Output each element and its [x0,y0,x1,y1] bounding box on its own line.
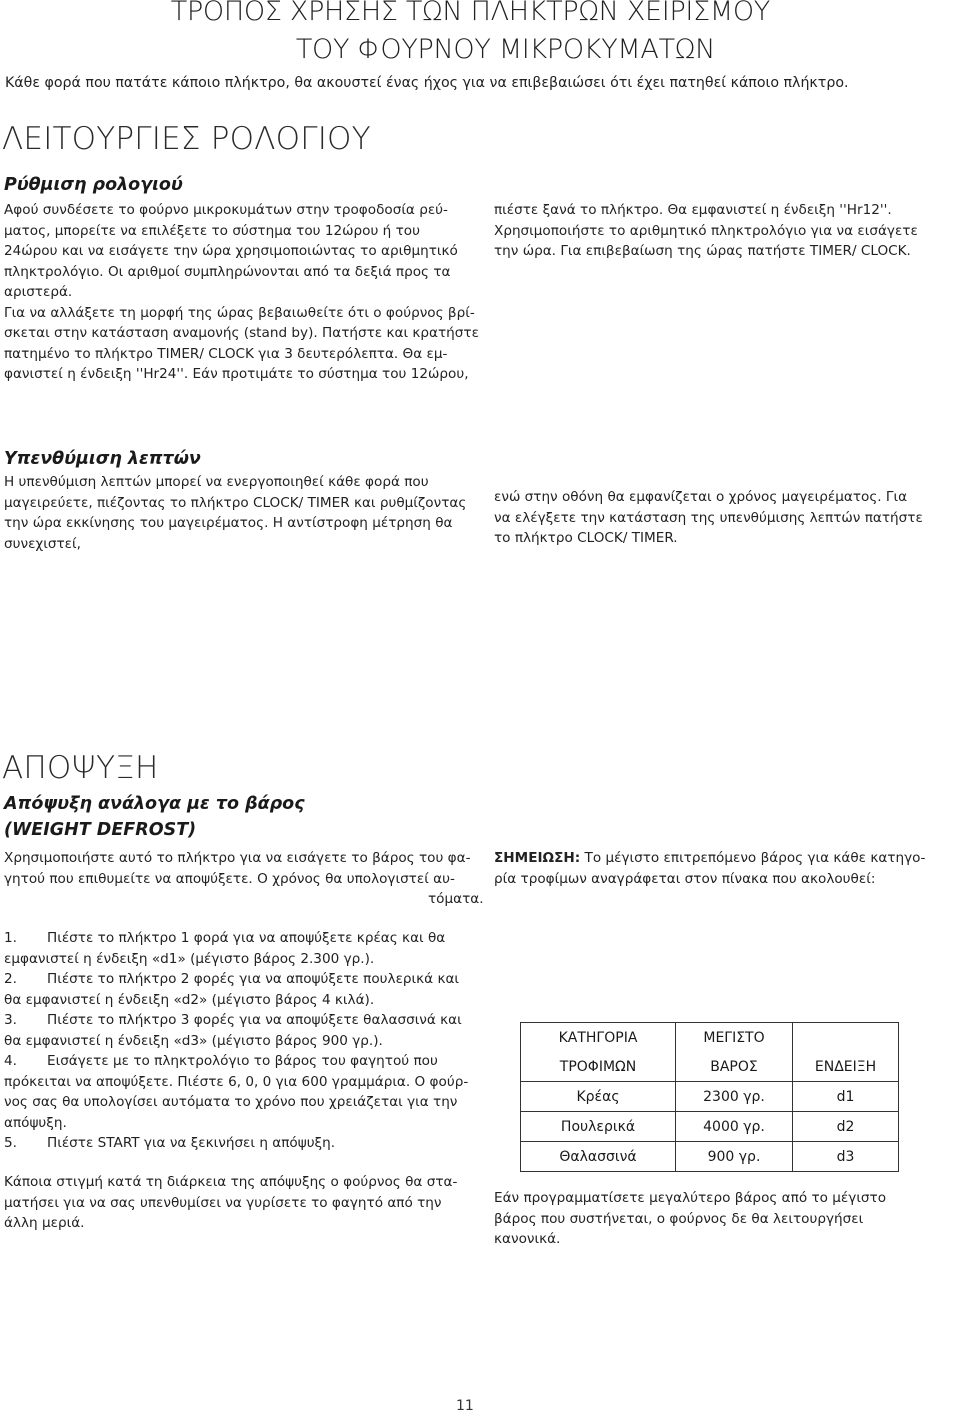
table-cell-category: Κρέας [521,1082,676,1112]
text-line: ματήσει για να σας υπενθυμίσει να γυρίσετε το φαγητό από την [4,1194,442,1211]
text-line: ματος, μπορείτε να επιλέξετε το σύστημα του 12ώρου ή του [4,222,420,239]
table-cell-code: d2 [793,1112,899,1142]
intro-text: Κάθε φορά που πατάτε κάποιο πλήκτρο, θα ακουστεί ένας ήχος για να επιβεβαιώσει ότι έχει πατηθεί κάποιο πλήκτρο. [5,75,849,91]
table-header-cell: ΕΝΔΕΙΞΗ [793,1052,899,1082]
table-cell-category: Πουλερικά [521,1112,676,1142]
text-line: Αφού συνδέσετε το φούρνο μικροκυμάτων στην τροφοδοσία ρεύ- [4,202,448,218]
note-label: ΣΗΜΕΙΩΣΗ: [494,850,581,866]
text-line: συνεχιστεί, [4,535,81,552]
text-line: πιέστε ξανά το πλήκτρο. Θα εμφανιστεί η ένδειξη ''Hr12''. [494,202,892,218]
table-header-cell: ΜΕΓΙΣΤΟ [676,1023,793,1053]
text-line: να ελέγξετε την κατάσταση της υπενθύμισης λεπτών πατήστε [494,509,923,526]
text-line: αριστερά. [4,284,73,300]
minute-reminder-text-left [4,472,466,554]
text-line: κανονικά. [494,1231,561,1247]
table-cell-weight: 2300 γρ. [676,1082,793,1112]
weight-note [494,848,925,889]
table-row [521,1142,899,1172]
list-item [4,1010,468,1031]
step-number: 1. [4,930,17,946]
text-line: γητού που επιθυμείτε να αποψύξετε. Ο χρόνος θα υπολογιστεί αυ- [4,870,455,887]
text-line [494,848,925,869]
text-line: πατημένο το πλήκτρο TIMER/ CLOCK για 3 δευτερόλεπτα. Θα εμ- [4,345,448,362]
weight-defrost-heading-line-2: (WEIGHT DEFROST) [4,820,197,840]
document-title-line-1: ΤΡΟΠΟΣ ΧΡΗΣΗΣ ΤΩΝ ΠΛΗΚΤΡΩΝ ΧΕΙΡΙΣΜΟΥ [170,0,770,27]
table-cell-category: Θαλασσινά [521,1142,676,1172]
table-row [521,1082,899,1112]
text-line: πληκτρολόγιο. Οι αριθμοί συμπληρώνονται από τα δεξιά προς τα [4,263,451,280]
table-header-cell: ΚΑΤΗΓΟΡΙΑ [521,1023,676,1053]
table-cell-code: d3 [793,1142,899,1172]
text-line: ενώ στην οθόνη θα εμφανίζεται ο χρόνος μαγειρέματος. Για [494,489,908,505]
step-number: 3. [4,1012,17,1028]
list-item-continuation: απόψυξη. [4,1114,67,1131]
text-line: το πλήκτρο CLOCK/ TIMER. [494,530,678,546]
text-line: σκεται στην κατάσταση αναμονής (stand by). Πατήστε και κρατήστε [4,325,479,341]
text-line: Εάν προγραμματίσετε μεγαλύτερο βάρος από το μέγιστο [494,1190,887,1206]
step-number: 5. [4,1135,17,1151]
text-line: άλλη μεριά. [4,1215,85,1231]
text-line: φανιστεί η ένδειξη ''Hr24''. Εάν προτιμάτε το σύστημα του 12ώρου, [4,366,469,382]
text-line: Κάποια στιγμή κατά τη διάρκεια της απόψυξης ο φούρνος θα στα- [4,1174,458,1190]
text-line: Χρησιμοποιήστε το αριθμητικό πληκτρολόγιο για να εισάγετε [494,222,918,239]
text-line: τόματα. [428,891,484,907]
document-title-line-2: ΤΟΥ ΦΟΥΡΝΟΥ ΜΙΚΡΟΚΥΜΑΤΩΝ [295,34,715,65]
text-line: Χρησιμοποιήστε αυτό το πλήκτρο για να εισάγετε το βάρος του φα- [4,850,471,866]
max-weight-table [520,1022,899,1172]
step-text: Πιέστε το πλήκτρο 2 φορές για να αποψύξετε πουλερικά και [47,971,460,987]
defrost-title: ΑΠΟΨΥΞΗ [2,750,159,786]
table-header-cell [793,1023,899,1053]
clock-functions-title: ΛΕΙΤΟΥΡΓΙΕΣ ΡΟΛΟΓΙΟΥ [2,121,371,157]
list-item [4,1133,468,1154]
list-item [4,928,468,949]
note-text: Το μέγιστο επιτρεπόμενο βάρος για κάθε κατηγο- [580,850,926,866]
defrost-steps-list [4,928,468,1154]
minute-reminder-text-right [494,487,923,549]
table-header-row [521,1052,899,1082]
text-line: την ώρα. Για επιβεβαίωση της ώρας πατήστε TIMER/ CLOCK. [494,243,911,259]
table-cell-code: d1 [793,1082,899,1112]
weight-defrost-heading-line-1: Απόψυξη ανάλογα με το βάρος [4,794,305,814]
list-item-continuation: νος σας θα υπολογίσει αυτόματα το χρόνο που χρειάζεται για την [4,1094,458,1110]
table-row [521,1112,899,1142]
step-text: Πιέστε το πλήκτρο 3 φορές για να αποψύξετε θαλασσινά και [47,1012,462,1028]
step-text: Πιέστε START για να ξεκινήσει η απόψυξη. [47,1135,336,1151]
step-number: 4. [4,1053,17,1069]
table-cell-weight: 900 γρ. [676,1142,793,1172]
text-line: 24ώρου και να εισάγετε την ώρα χρησιμοποιώντας το αριθμητικό [4,243,458,259]
step-text: Εισάγετε με το πληκτρολόγιο το βάρος του φαγητού που [47,1053,438,1069]
text-line: βάρος που συστήνεται, ο φούρνος δε θα λειτουργήσει [494,1210,864,1227]
step-number: 2. [4,971,17,987]
defrost-closing-text [4,1172,457,1234]
text-line: την ώρα εκκίνησης του μαγειρέματος. Η αντίστροφη μέτρηση θα [4,515,453,531]
list-item [4,1051,468,1072]
clock-setting-text-right [494,200,918,262]
text-line: Για να αλλάξετε τη μορφή της ώρας βεβαιωθείτε ότι ο φούρνος βρί- [4,304,475,321]
list-item [4,969,468,990]
overweight-warning [494,1188,886,1250]
table-header-cell: ΤΡΟΦΙΜΩΝ [521,1052,676,1082]
clock-setting-heading: Ρύθμιση ρολογιού [4,175,183,195]
table-header-cell: ΒΑΡΟΣ [676,1052,793,1082]
list-item-continuation: πρόκειται να αποψύξετε. Πιέστε 6, 0, 0 για 600 γραμμάρια. Ο φούρ- [4,1073,469,1090]
text-line: Η υπενθύμιση λεπτών μπορεί να ενεργοποιηθεί κάθε φορά που [4,474,429,490]
list-item-continuation: θα εμφανιστεί η ένδειξη «d2» (μέγιστο βάρος 4 κιλά). [4,991,375,1008]
weight-defrost-intro [4,848,484,910]
clock-setting-text-left [4,200,479,385]
list-item-continuation: εμφανιστεί η ένδειξη «d1» (μέγιστο βάρος 2.300 γρ.). [4,950,375,967]
page-number: 11 [456,1398,474,1414]
list-item-continuation: θα εμφανιστεί η ένδειξη «d3» (μέγιστο βάρος 900 γρ.). [4,1032,383,1049]
minute-reminder-heading: Υπενθύμιση λεπτών [4,449,201,469]
step-text: Πιέστε το πλήκτρο 1 φορά για να αποψύξετε κρέας και θα [47,930,446,946]
table-cell-weight: 4000 γρ. [676,1112,793,1142]
table-header-row [521,1023,899,1053]
text-line: μαγειρεύετε, πιέζοντας το πλήκτρο CLOCK/ TIMER και ρυθμίζοντας [4,494,467,511]
text-line: ρία τροφίμων αναγράφεται στον πίνακα που ακολουθεί: [494,870,876,887]
